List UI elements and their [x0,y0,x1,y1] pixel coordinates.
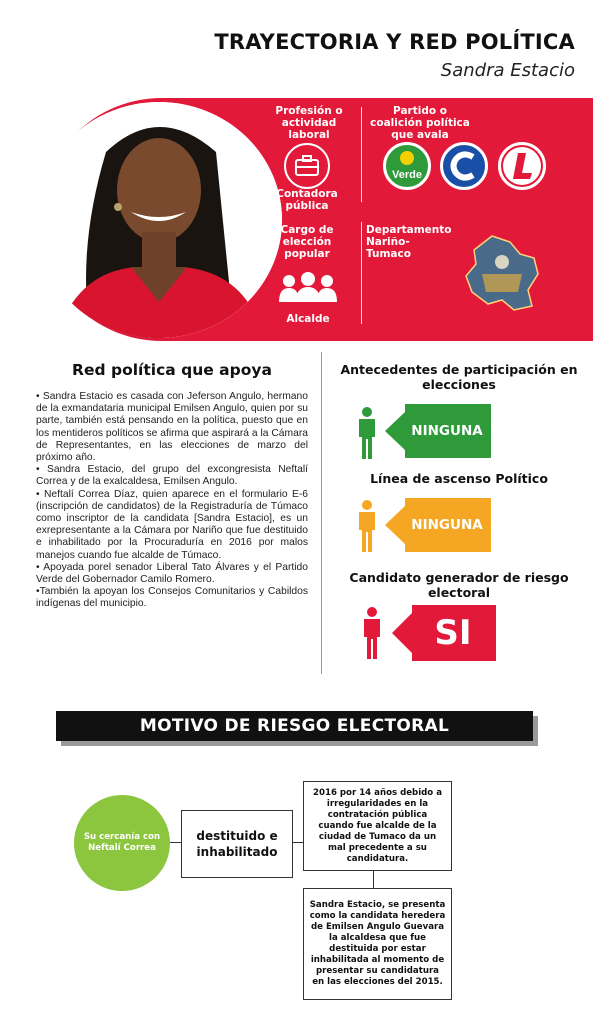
office-label: Cargo de elección popular [280,224,334,260]
status-badge: NINGUNA [385,404,491,458]
green-party-logo [383,142,431,190]
network-paragraph: • Neftalí Correa Díaz, quien aparece en el formulario E-6 (inscripción de candidatos) de la Registraduría de Túmaco como inscriptor de la candidata [Sandra Estacio], es un exrepresentante a la Cámara por Nariño que fue destituido e inhabilitado por la Procuraduría en 2016 por malos manejos cuando fue alcalde de Túmaco. [36,488,308,561]
risk-status-box: destituido e inhabilitado [181,810,293,878]
candidate-photo [36,102,282,338]
network-paragraph: • Sandra Estacio es casada con Jeferson Angulo, hermano de la exmandataria municipal Emilsen Angulo, quien por su parte, también está pensando en la política, puesto que en los mentideros políticos se afirma que aspirará a la Cámara de Representantes, en las elecciones de marzo del próximo año. [36,391,308,464]
person-icon [362,607,382,659]
briefcase-icon [284,143,330,189]
people-icon [278,272,338,302]
office-value: Alcalde [286,313,330,325]
network-paragraph: •También la apoyan los Consejos Comunitarios y Cabildos indígenas del municipio. [36,586,308,610]
indicator-title: Línea de ascenso Político [370,471,548,486]
profession-value: Contadora pública [276,188,338,212]
connector-line [170,842,181,843]
page-title: TRAYECTORIA Y RED POLÍTICA [214,30,575,54]
profession-label: Profesión o actividad laboral [275,105,343,141]
svg-text:Verde: Verde [392,169,422,181]
candidate-name: Sandra Estacio [440,60,575,81]
band-divider [361,222,362,324]
connector-line [373,871,374,888]
network-paragraph: • Sandra Estacio, del grupo del excongresista Neftalí Correa y de la exalcaldesa, Emilsen Angulo. [36,464,308,488]
indicator-title: Candidato generador de riesgo electoral [349,570,569,600]
risk-title: MOTIVO DE RIESGO ELECTORAL [56,711,533,741]
band-divider [361,107,362,202]
status-badge: NINGUNA [385,498,491,552]
party-label: Partido o coalición política que avala [370,105,470,141]
risk-detail-box: 2016 por 14 años debido a irregularidades en la contratación pública cuando fue alcalde de la ciudad de Tumaco da un mal precedente a su candidatura. [303,781,452,871]
map-icon [462,234,542,312]
network-text [36,391,308,611]
connector-line [293,842,303,843]
indicator-title: Antecedentes de participación en elecciones [340,362,578,392]
status-badge: SI [392,605,496,661]
person-icon [357,407,377,459]
cambio-radical-logo [440,142,488,190]
risk-cause: Su cercanía con Neftalí Correa [74,795,170,891]
department-label: Departamento Nariño- Tumaco [366,224,452,260]
liberal-party-logo [498,142,546,190]
network-title: Red política que apoya [72,361,272,379]
network-paragraph: • Apoyada porel senador Liberal Tato Álvares y el Partido Verde del Gobernador Camilo Romero. [36,561,308,586]
person-icon [357,500,377,552]
risk-detail-box: Sandra Estacio, se presenta como la candidata heredera de Emilsen Angulo Guevara la alcaldesa que fue destituida por estar inhabilitada al momento de presentar su candidatura en las elecciones del 2015. [303,888,452,1000]
column-divider [321,352,322,674]
